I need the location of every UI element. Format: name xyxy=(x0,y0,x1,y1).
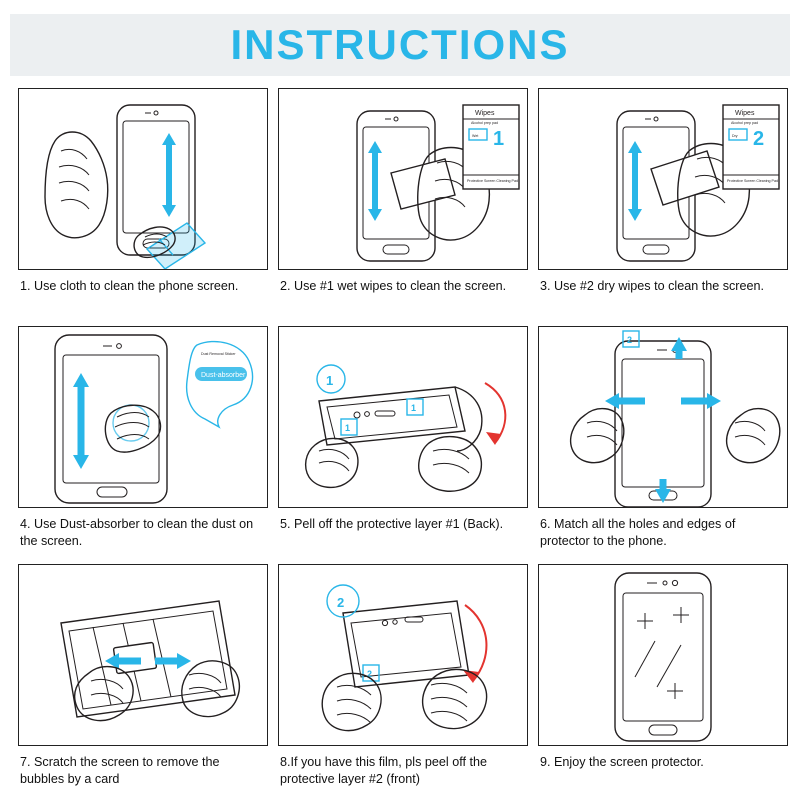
packet-subtitle-3: Alcohol prep pad xyxy=(731,121,758,125)
hand-cloth-phone-icon xyxy=(19,89,267,270)
step-cell-4 xyxy=(18,326,268,560)
step-illustration-1 xyxy=(18,88,268,270)
step-caption-6: 6. Match all the holes and edges of protector to the phone. xyxy=(540,517,736,548)
peel-back-layer-icon xyxy=(279,327,527,508)
step-illustration-3 xyxy=(538,88,788,270)
finished-phone-icon xyxy=(539,565,787,746)
step-illustration-9 xyxy=(538,564,788,746)
step-cell-2 xyxy=(278,88,528,322)
packet-footer-2: Protective Screen Cleaning Pad xyxy=(467,179,518,183)
step-illustration-4 xyxy=(18,326,268,508)
packet-title-3: Wipes xyxy=(735,110,755,117)
step-caption-7: 7. Scratch the screen to remove the bubbles by a card xyxy=(20,755,220,786)
tag-number-8b: 2 xyxy=(367,669,373,679)
dust-absorber-phone-icon xyxy=(19,327,267,508)
peel-front-layer-icon xyxy=(279,565,527,746)
page-title: INSTRUCTIONS xyxy=(230,21,570,68)
step-caption-2: 2. Use #1 wet wipes to clean the screen. xyxy=(280,279,507,293)
step-caption-8: 8.If you have this film, pls peel off the protective layer #2 (front) xyxy=(280,755,487,786)
steps-grid xyxy=(18,88,782,798)
packet-footer-3: Protective Screen Cleaning Pad xyxy=(727,179,778,183)
sticker-label: Dust-absorber xyxy=(201,372,246,379)
tag-number-8a: 2 xyxy=(337,595,345,610)
tag-number-6: 2 xyxy=(627,335,633,345)
step-caption-1: 1. Use cloth to clean the phone screen. xyxy=(20,279,239,293)
step-cell-8 xyxy=(278,564,528,798)
step-illustration-6 xyxy=(538,326,788,508)
step-cell-1 xyxy=(18,88,268,322)
step-cell-6 xyxy=(538,326,788,560)
wet-wipe-phone-icon xyxy=(279,89,527,270)
packet-number-2: 1 xyxy=(493,128,505,150)
packet-type-3: Dry xyxy=(732,134,738,138)
step-illustration-5 xyxy=(278,326,528,508)
step-illustration-2 xyxy=(278,88,528,270)
tag-number-5c: 1 xyxy=(345,423,351,433)
header-banner xyxy=(10,14,790,76)
step-illustration-8 xyxy=(278,564,528,746)
packet-subtitle-2: Alcohol prep pad xyxy=(471,121,498,125)
tag-number-5b: 1 xyxy=(411,403,417,413)
step-illustration-7 xyxy=(18,564,268,746)
step-cell-7 xyxy=(18,564,268,798)
packet-number-3: 2 xyxy=(753,128,765,150)
step-cell-5 xyxy=(278,326,528,560)
tag-number-5a: 1 xyxy=(326,373,334,388)
scratch-card-icon xyxy=(19,565,267,746)
step-caption-4: 4. Use Dust-absorber to clean the dust on the screen. xyxy=(20,517,254,548)
dry-wipe-phone-icon xyxy=(539,89,787,270)
step-caption-9: 9. Enjoy the screen protector. xyxy=(540,755,704,769)
align-protector-icon xyxy=(539,327,787,508)
step-cell-3 xyxy=(538,88,788,322)
step-cell-9 xyxy=(538,564,788,798)
packet-title-2: Wipes xyxy=(475,110,495,117)
sticker-top-text: Dust Removal Sticker xyxy=(201,352,236,356)
packet-type-2: Wet xyxy=(472,134,479,138)
step-caption-3: 3. Use #2 dry wipes to clean the screen. xyxy=(540,279,765,293)
step-caption-5: 5. Pell off the protective layer #1 (Back). xyxy=(280,517,504,531)
